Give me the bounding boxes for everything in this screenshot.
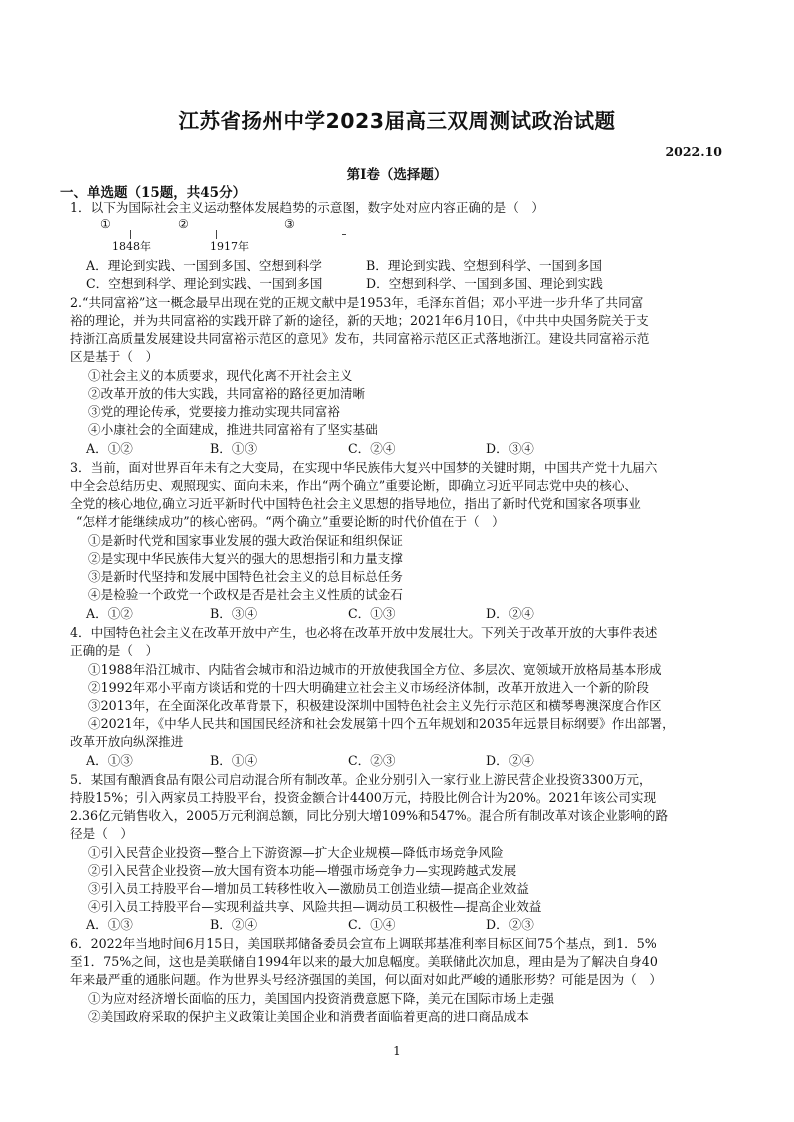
q3-stem-line: “怎样才能继续成功”的核心密码。“两个确立”重要论断的时代价值在于（ ） <box>76 514 505 529</box>
q3-option-c[interactable]: C．①③ <box>348 606 396 621</box>
section-heading: 第Ⅰ卷（选择题） <box>346 167 448 183</box>
q3-stem-line: 全党的核心地位,确立习近平新时代中国特色社会主义思想的指导地位，指出了新时代党和国家各项事业 <box>70 496 641 511</box>
q2-stem-line: 区是基于（ ） <box>70 349 159 364</box>
q2-item: ③党的理论传承，党要接力推动实现共同富裕 <box>88 404 340 419</box>
timeline-mark-2: ② <box>178 217 189 231</box>
q4-item: ④2021年，《中华人民共和国国民经济和社会发展第十四个五年规划和2035年远景目标纲要》作出部署， <box>88 716 675 731</box>
q3-item: ③是新时代坚持和发展中国特色社会主义的总目标总任务 <box>88 569 403 584</box>
exam-date: 2022.10 <box>665 144 722 159</box>
q5-item: ③引入员工持股平台—增加员工转移性收入—激励员工创造业绩—提高企业效益 <box>88 881 529 896</box>
q4-item-continued: 改革开放向纵深推进 <box>70 734 184 749</box>
q3-item: ①是新时代党和国家事业发展的强大政治保证和组织保证 <box>88 533 403 548</box>
q2-stem-line: 2.“共同富裕”这一概念最早出现在党的正规文献中是1953年，毛泽东首倡；邓小平进一步升华了共同富 <box>70 295 644 310</box>
q2-stem-line: 裕的理论，并为共同富裕的实践开辟了新的途径，新的天地；2021年6月10日，《中共中央国务院关于支 <box>70 313 649 328</box>
q2-item: ①社会主义的本质要求，现代化离不开社会主义 <box>88 368 353 383</box>
q2-option-d[interactable]: D．③④ <box>486 441 534 456</box>
q2-option-c[interactable]: C．②④ <box>348 441 396 456</box>
q1-stem: 1．以下为国际社会主义运动整体发展趋势的示意图，数字处对应内容正确的是（ ） <box>70 200 544 215</box>
q6-stem-line: 6．2022年当地时间6月15日，美国联邦储备委员会宣布上调联邦基准利率目标区间75个基点，到1．5% <box>70 936 657 951</box>
q1-option-c[interactable]: C．空想到科学、理论到实践、一国到多国 <box>86 276 323 291</box>
q5-stem-line: 持股15%；引入两家员工持股平台，投资金额合计4400万元，持股比例合计为20%。2021年该公司实现 <box>70 790 657 805</box>
q3-option-d[interactable]: D．②④ <box>486 606 534 621</box>
timeline-year-1848: 1848年 <box>112 240 151 253</box>
page-number: 1 <box>393 1044 401 1058</box>
q4-option-c[interactable]: C．②③ <box>348 753 396 768</box>
q3-option-a[interactable]: A．①② <box>86 606 133 621</box>
q2-option-a[interactable]: A．①② <box>86 441 133 456</box>
q3-stem-line: 3．当前，面对世界百年未有之大变局，在实现中华民族伟大复兴中国梦的关键时期，中国共产党十九届六 <box>70 460 658 475</box>
q4-item: ③2013年，在全面深化改革背景下，积极建设深圳中国特色社会主义先行示范区和横琴粤澳深度合作区 <box>88 698 662 713</box>
q1-option-d[interactable]: D．空想到科学、一国到多国、理论到实践 <box>366 276 603 291</box>
q5-item: ①引入民营企业投资—整合上下游资源—扩大企业规模—降低市场竞争风险 <box>88 845 504 860</box>
q6-stem-line: 年来最严重的通胀问题。作为世界头号经济强国的美国，何以面对如此严峻的通胀形势？可能是因为（ ） <box>70 972 662 987</box>
part-heading: 一、单选题（15题，共45分） <box>60 185 247 201</box>
q5-item: ②引入民营企业投资—放大国有资本功能—增强市场竞争力—实现跨越式发展 <box>88 863 517 878</box>
q6-item: ①为应对经济增长面临的压力，美国国内投资消费意愿下降，美元在国际市场上走强 <box>88 991 554 1006</box>
timeline-mark-3: ③ <box>284 217 295 231</box>
q3-stem-line: 中全会总结历史、观照现实、面向未来，作出“两个确立”重要论断，即确立习近平同志党中央的核心、 <box>70 478 638 493</box>
timeline-end <box>342 234 346 235</box>
q4-stem-line: 4．中国特色社会主义在改革开放中产生，也必将在改革开放中发展壮大。下列关于改革开放的大事件表述 <box>70 625 658 640</box>
q5-option-d[interactable]: D．②③ <box>486 917 534 932</box>
q2-item: ②改革开放的伟大实践，共同富裕的路径更加清晰 <box>88 386 366 401</box>
exam-title: 江苏省扬州中学2023届高三双周测试政治试题 <box>178 109 616 133</box>
timeline-mark-1: ① <box>100 217 111 231</box>
q5-stem-line: 径是（ ） <box>70 826 133 841</box>
timeline-year-1917: 1917年 <box>210 240 249 253</box>
q4-item: ②1992年邓小平南方谈话和党的十四大明确建立社会主义市场经济体制，改革开放进入一个新的阶段 <box>88 680 649 695</box>
q1-option-a[interactable]: A．理论到实践、一国到多国、空想到科学 <box>86 258 322 273</box>
q3-item: ②是实现中华民族伟大复兴的强大的思想指引和力量支撑 <box>88 551 403 566</box>
q5-stem-line: 2.36亿元销售收入，2005万元利润总额，同比分别大增109%和547%。混合所有制改革对该企业影响的路 <box>70 808 669 823</box>
q1-timeline-diagram <box>92 219 372 253</box>
q2-stem-line: 持浙江高质量发展建设共同富裕示范区的意见》发布，共同富裕示范区正式落地浙江。建设共同富裕示范 <box>70 331 650 346</box>
q3-option-b[interactable]: B．③④ <box>210 606 258 621</box>
q5-option-b[interactable]: B．②④ <box>210 917 258 932</box>
q5-item: ④引入员工持股平台—实现利益共享、风险共担—调动员工积极性—提高企业效益 <box>88 899 542 914</box>
q4-option-b[interactable]: B．①④ <box>210 753 258 768</box>
q4-option-a[interactable]: A．①③ <box>86 753 133 768</box>
q3-item: ④是检验一个政党一个政权是否是社会主义性质的试金石 <box>88 587 403 602</box>
q1-option-b[interactable]: B．理论到实践、空想到科学、一国到多国 <box>366 258 602 273</box>
q6-item: ②美国政府采取的保护主义政策让美国企业和消费者面临着更高的进口商品成本 <box>88 1009 529 1024</box>
q2-option-b[interactable]: B．①③ <box>210 441 258 456</box>
q4-stem-line: 正确的是（ ） <box>70 643 159 658</box>
q4-option-d[interactable]: D．②④ <box>486 753 534 768</box>
q6-stem-line: 至1．75%之间，这也是美联储自1994年以来的最大加息幅度。美联储此次加息，理由是为了解决自身40 <box>70 954 658 969</box>
q5-stem-line: 5．某国有酿酒食品有限公司启动混合所有制改革。企业分别引入一家行业上游民营企业投资3300万元， <box>70 772 652 787</box>
q2-item: ④小康社会的全面建成，推进共同富裕有了坚实基础 <box>88 422 378 437</box>
q4-item: ①1988年沿江城市、内陆省会城市和沿边城市的开放使我国全方位、多层次、宽领域开放格局基本形成 <box>88 662 662 677</box>
q5-option-c[interactable]: C．①④ <box>348 917 396 932</box>
q5-option-a[interactable]: A．①③ <box>86 917 133 932</box>
